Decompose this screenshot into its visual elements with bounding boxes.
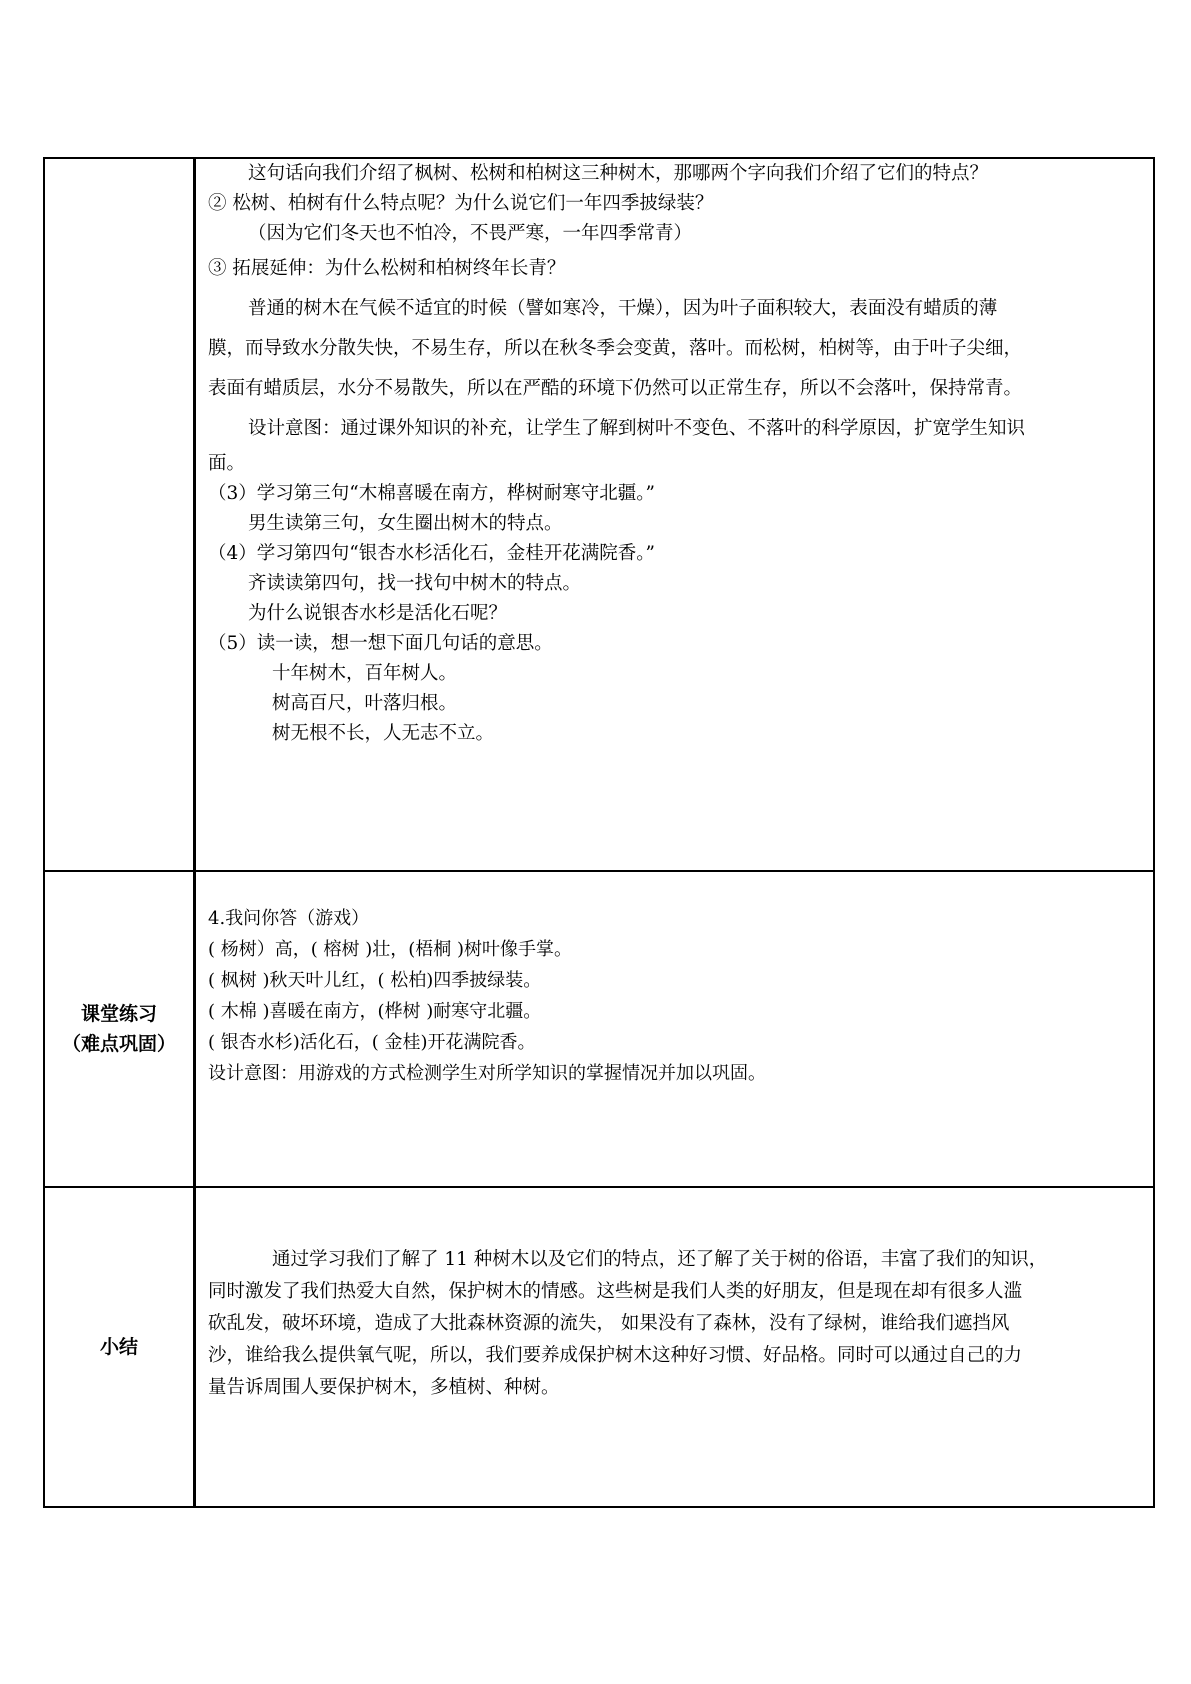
text-line: 砍乱发，破坏环境，造成了大批森林资源的流失， 如果没有了森林，没有了绿树，谁给我们遮挡风 xyxy=(208,1313,1010,1334)
text-line: 膜，而导致水分散失快，不易生存，所以在秋冬季会变黄，落叶。而松树，柏树等，由于叶子尖细， xyxy=(208,338,1023,359)
summary-content-cell xyxy=(195,1187,1155,1507)
text-line: （5）读一读，想一想下面几句话的意思。 xyxy=(208,633,553,654)
text-line: 普通的树木在气候不适宜的时候（譬如寒冷，干燥），因为叶子面积较大，表面没有蜡质的薄 xyxy=(248,298,998,319)
text-line: 面。 xyxy=(208,453,246,474)
text-line: ( 枫树 )秋天叶儿红，( 松柏)四季披绿装。 xyxy=(208,970,542,991)
practice-content-cell xyxy=(195,871,1155,1187)
text-line: 4.我问你答（游戏） xyxy=(208,908,370,929)
practice-label-line1: 课堂练习 xyxy=(80,1003,157,1025)
summary-label: 小结 xyxy=(99,1336,138,1358)
text-line: （因为它们冬天也不怕冷，不畏严寒，一年四季常青） xyxy=(248,223,693,244)
text-line: 树高百尺，叶落归根。 xyxy=(272,693,458,714)
text-line: 男生读第三句，女生圈出树木的特点。 xyxy=(248,513,563,534)
lesson-plan-table xyxy=(43,157,1155,1508)
text-line: （3）学习第三句“木棉喜暖在南方，桦树耐寒守北疆。” xyxy=(208,483,655,504)
text-line: ③ 拓展延伸：为什么松树和柏树终年长青？ xyxy=(208,258,566,279)
text-line: 为什么说银杏水杉是活化石呢？ xyxy=(248,603,508,624)
text-line: 树无根不长，人无志不立。 xyxy=(272,723,495,744)
text-line: ( 杨树）高，( 榕树 )壮，(梧桐 )树叶像手掌。 xyxy=(208,939,572,960)
table-row-practice xyxy=(44,871,1154,1187)
text-line: ( 银杏水杉)活化石，( 金桂)开花满院香。 xyxy=(208,1032,536,1053)
row-label-practice xyxy=(44,871,195,1187)
table-row-lesson-content xyxy=(44,158,1154,871)
text-line: 量告诉周围人要保护树木，多植树、种树。 xyxy=(208,1377,560,1398)
text-line: ( 木棉 )喜暖在南方，(桦树 )耐寒守北疆。 xyxy=(208,1001,542,1022)
text-line: 设计意图：用游戏的方式检测学生对所学知识的掌握情况并加以巩固。 xyxy=(208,1063,766,1084)
text-line: 沙，谁给我么提供氧气呢，所以，我们要养成保护树木这种好习惯、好品格。同时可以通过自己的力 xyxy=(208,1345,1023,1366)
text-line: 同时激发了我们热爱大自然，保护树木的情感。这些树是我们人类的好朋友，但是现在却有很多人滥 xyxy=(208,1281,1023,1302)
lesson-content-cell xyxy=(195,158,1155,871)
practice-label-line2: （难点巩固） xyxy=(61,1033,176,1055)
table-row-summary xyxy=(44,1187,1154,1507)
text-line: 表面有蜡质层，水分不易散失，所以在严酷的环境下仍然可以正常生存，所以不会落叶，保持常青。 xyxy=(208,378,1023,399)
text-line: 齐读读第四句，找一找句中树木的特点。 xyxy=(248,573,582,594)
text-line: （4）学习第四句“银杏水杉活化石，金桂开花满院香。” xyxy=(208,543,655,564)
text-line: 十年树木，百年树人。 xyxy=(272,663,458,684)
text-line: 设计意图：通过课外知识的补充，让学生了解到树叶不变色、不落叶的科学原因，扩宽学生知识 xyxy=(248,418,1026,439)
row-label-empty xyxy=(44,158,195,871)
text-line: 这句话向我们介绍了枫树、松树和柏树这三种树木，那哪两个字向我们介绍了它们的特点？ xyxy=(248,163,989,184)
row-label-summary xyxy=(44,1187,195,1507)
text-line: 通过学习我们了解了 11 种树木以及它们的特点，还了解了关于树的俗语，丰富了我们的知识， xyxy=(272,1249,1048,1270)
text-line: ② 松树、柏树有什么特点呢？为什么说它们一年四季披绿装？ xyxy=(208,193,714,214)
